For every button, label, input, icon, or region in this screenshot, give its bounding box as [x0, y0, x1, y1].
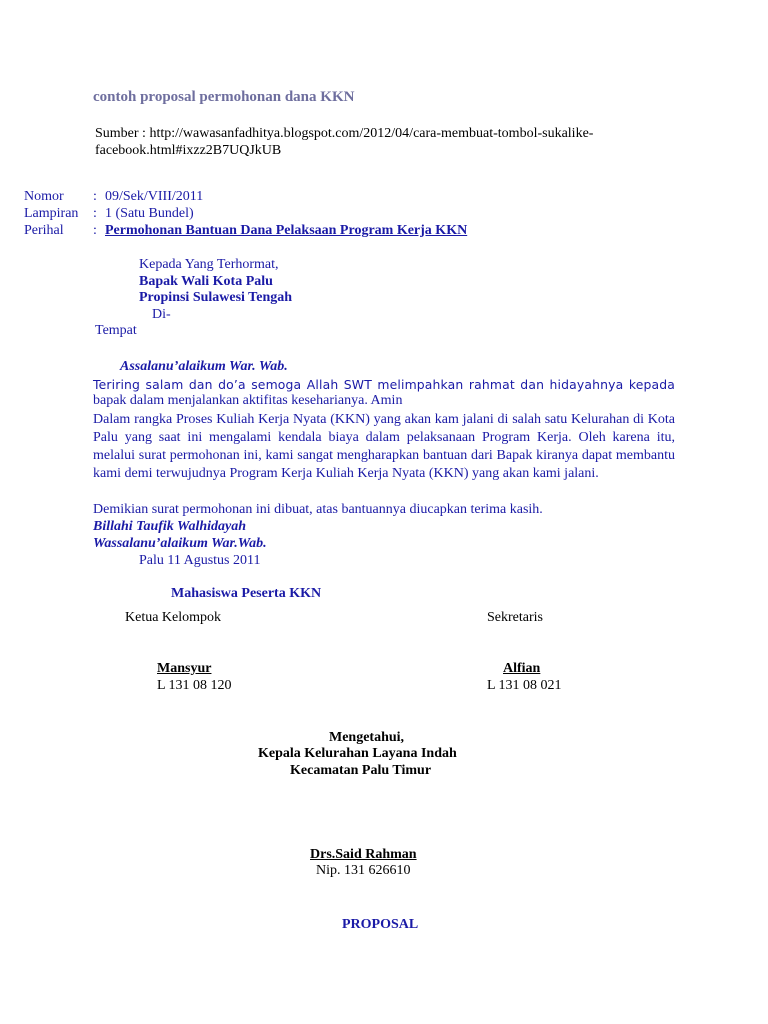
left-signer-id: L 131 08 120 [157, 678, 232, 693]
office-line-2: Kecamatan Palu Timur [290, 763, 432, 778]
body-line-2: bapak dalam menjalankan aktifitas keseharianya. Amin [93, 393, 403, 408]
proposal-label: PROPOSAL [342, 917, 419, 932]
perihal-value: Permohonan Bantuan Dana Pelaksaan Program Kerja KKN [105, 223, 468, 238]
lampiran-label: Lampiran [24, 206, 79, 221]
document-title: contoh proposal permohonan dana KKN [93, 89, 355, 105]
office-line-1: Kepala Kelurahan Layana Indah [258, 746, 457, 761]
salam-open: Assalanu’alaikum War. Wab. [120, 359, 288, 374]
recipient-name: Bapak Wali Kota Palu [139, 274, 273, 289]
closing-line: Demikian surat permohonan ini dibuat, atas bantuannya diucapkan terima kasih. [93, 502, 543, 517]
body-line-1: Teriring salam dan do’a semoga Allah SWT melimpahkan rahmat dan hidayahnya kepada [93, 377, 675, 392]
source-text: Sumber : http://wawasanfadhitya.blogspot.com/2012/04/cara-membuat-tombol-sukalike-facebook.html#ixzz2B7UQJkUB [95, 126, 594, 158]
left-role: Ketua Kelompok [125, 610, 222, 625]
signature-group: Mahasiswa Peserta KKN [171, 586, 322, 601]
perihal-colon: : [93, 223, 97, 238]
lampiran-value: 1 (Satu Bundel) [105, 206, 194, 221]
recipient-di: Di- [152, 307, 171, 322]
nomor-colon: : [93, 189, 97, 204]
right-signer-name: Alfian [503, 661, 541, 676]
left-signer-name: Mansyur [157, 661, 212, 676]
acknowledge-label: Mengetahui, [329, 730, 405, 745]
right-role: Sekretaris [487, 610, 543, 625]
recipient-greeting: Kepada Yang Terhormat, [139, 257, 279, 272]
nomor-value: 09/Sek/VIII/2011 [105, 189, 204, 204]
official-name: Drs.Said Rahman [310, 847, 417, 862]
recipient-place: Tempat [95, 323, 137, 338]
nomor-label: Nomor [24, 189, 64, 204]
official-nip: Nip. 131 626610 [316, 863, 411, 878]
lampiran-colon: : [93, 206, 97, 221]
letter-date: Palu 11 Agustus 2011 [139, 553, 261, 568]
salam-close: Wassalanu’alaikum War.Wab. [93, 536, 267, 551]
billahi-line: Billahi Taufik Walhidayah [93, 519, 247, 534]
perihal-label: Perihal [24, 223, 64, 238]
body-paragraph: Dalam rangka Proses Kuliah Kerja Nyata (KKN) yang akan kam jalani di salah satu Kelurahan di Kota Palu yang saat ini mengalami kendala biaya dalam pelaksanaan Program Kerja. Oleh karena itu, melalui surat permohonan ini, kami sangat mengharapkan bantuan dari Bapak kiranya dapat membantu kami demi terwujudnya Program Kerja Kuliah Kerja Nyata (KKN) yang akan kami jalani. [93, 412, 675, 481]
recipient-province: Propinsi Sulawesi Tengah [139, 290, 293, 305]
right-signer-id: L 131 08 021 [487, 678, 562, 693]
